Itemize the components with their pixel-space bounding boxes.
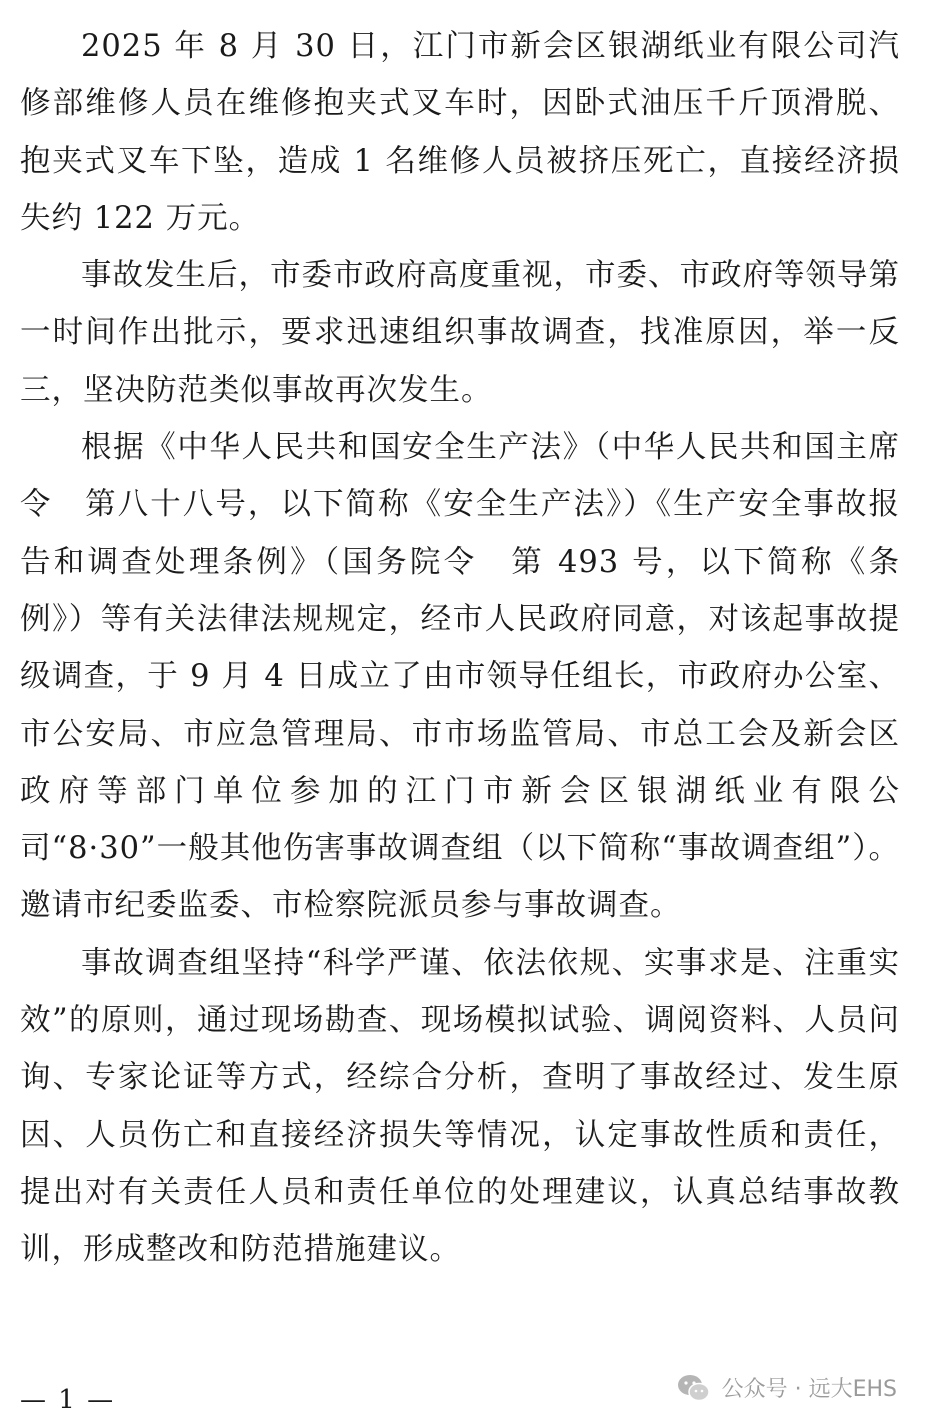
paragraph: 事故调查组坚持“科学严谨、依法依规、实事求是、注重实效”的原则，通过现场勘查、现场模拟试验、调阅资料、人员问询、专家论证等方式，经综合分析，查明了事故经过、发生原因、人员伤亡和直接经济损失等情况，认定事故性质和责任，提出对有关责任人员和责任单位的处理建议，认真总结事故教训，形成整改和防范措施建议。 [20, 945, 900, 1268]
document-body [20, 18, 900, 1279]
wechat-icon [676, 1373, 712, 1403]
paragraph: 2025 年 8 月 30 日，江门市新会区银湖纸业有限公司汽修部维修人员在维修抱夹式叉车时，因卧式油压千斤顶滑脱、抱夹式叉车下坠，造成 1 名维修人员被挤压死亡，直接经济损失约 122 万元。 [20, 29, 900, 236]
watermark-text: 公众号 · 远大EHS [721, 1377, 897, 1402]
page-number: — 1 — [20, 1385, 116, 1415]
paragraph: 根据《中华人民共和国安全生产法》（中华人民共和国主席令 第八十八号，以下简称《安全生产法》）《生产安全事故报告和调查处理条例》（国务院令 第 493 号，以下简称《条例》）等有关法律法规规定，经市人民政府同意，对该起事故提级调查，于 9 月 4 日成立了由市领导任组长，市政府办公室、市公安局、市应急管理局、市市场监管局、市总工会及新会区政府等部门单位参加的江门市新会区银湖纸业有限公司“8·30”一般其他伤害事故调查组（以下简称“事故调查组”）。邀请市纪委监委、市检察院派员参与事故调查。 [20, 430, 900, 924]
watermark [676, 1372, 897, 1403]
paragraph: 事故发生后，市委市政府高度重视，市委、市政府等领导第一时间作出批示，要求迅速组织事故调查，找准原因，举一反三，坚决防范类似事故再次发生。 [20, 258, 900, 408]
